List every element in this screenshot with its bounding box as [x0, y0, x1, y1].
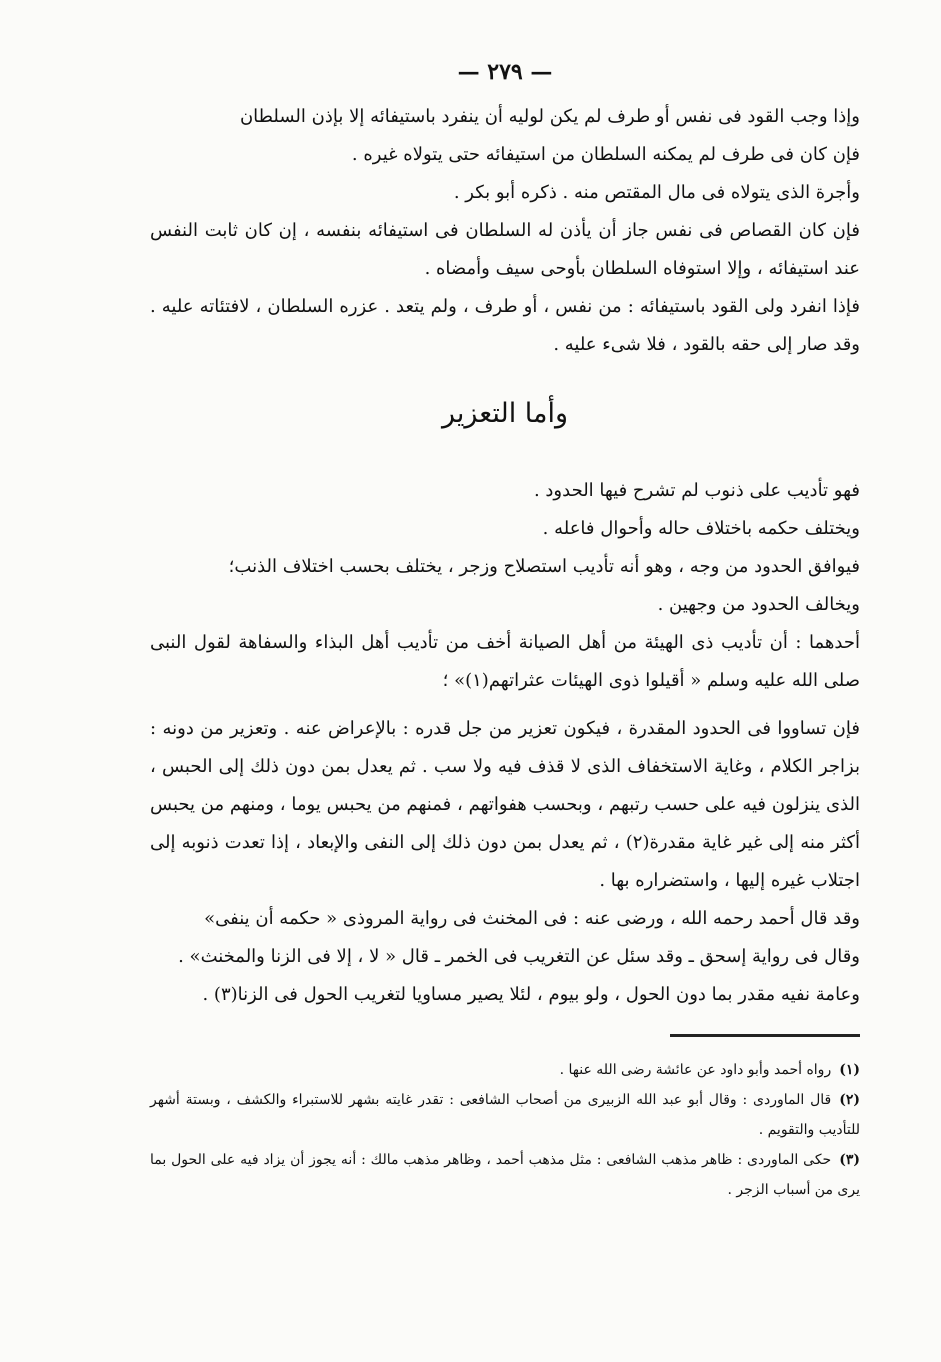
spacer [150, 700, 860, 710]
footnote-text: قال الماوردى : وقال أبو عبد الله الزبيرى من أصحاب الشافعى : تقدر غايته بشهر للاستبراء والكشف ، وبستة أشهر للتأديب والتقويم . [150, 1092, 860, 1138]
paragraph: فإن تساووا فى الحدود المقدرة ، فيكون تعزير من جل قدره : بالإعراض عنه . وتعزير من دونه : بزاجر الكلام ، وغاية الاستخفاف الذى لا قذف فيه ولا سب . ثم يعدل بمن دون ذلك إلى الحبس ، الذى ينزلون فيه على حسب رتبهم ، وبحسب هفواتهم ، فمنهم من يحبس يوما ، ومنهم من يحبس أكثر منه إلى غير غاية مقدرة(٢) ، ثم يعدل بمن دون ذلك إلى النفى والإبعاد ، إذا تعدت ذنوبه إلى اجتلاب غيره إليها ، واستضراره بها . [150, 718, 860, 891]
footnote [150, 1055, 860, 1085]
paragraph: ويخالف الحدود من وجهين . [657, 594, 860, 615]
footnote [150, 1085, 860, 1145]
footnote-text: حكى الماوردى : ظاهر مذهب الشافعى : مثل مذهب أحمد ، وظاهر مذهب مالك : أنه يجوز أن يزاد فيه على الحول بما يرى من أسباب الزجر . [150, 1152, 860, 1198]
paragraph: أحدهما : أن تأديب ذى الهيئة من أهل الصيانة أخف من تأديب أهل البذاء والسفاهة لقول النبى صلى الله عليه وسلم « أقيلوا ذوى الهيئات عثراتهم(١)» ؛ [150, 632, 860, 691]
section-qisas [150, 98, 860, 364]
paragraph: وإذا وجب القود فى نفس أو طرف لم يكن لوليه أن ينفرد باستيفائه إلا بإذن السلطان [239, 106, 860, 127]
paragraph: فهو تأديب على ذنوب لم تشرح فيها الحدود . [533, 480, 860, 501]
paragraph: وعامة نفيه مقدر بما دون الحول ، ولو بيوم ، لئلا يصير مساويا لتغريب الحول فى الزنا(٣) . [202, 984, 860, 1005]
paragraph: وقد قال أحمد رحمه الله ، ورضى عنه : فى المخنث فى رواية المروذى « حكمه أن ينفى» [204, 908, 860, 929]
paragraph: فإن كان فى طرف لم يمكنه السلطان من استيفائه حتى يتولاه غيره . [351, 144, 860, 165]
footnote-number: (٣) [839, 1152, 860, 1168]
footnote [150, 1145, 860, 1205]
book-page [150, 52, 860, 1342]
paragraph: ويختلف حكمه باختلاف حاله وأحوال فاعله . [542, 518, 860, 539]
paragraph: فإن كان القصاص فى نفس جاز أن يأذن له السلطان فى استيفائه بنفسه ، إن كان ثابت النفس عند استيفائه ، وإلا استوفاه السلطان بأوحى سيف وأمضاه . [150, 220, 860, 279]
section-tazir-levels [150, 710, 860, 1014]
footnote-number: (٢) [839, 1092, 860, 1108]
page-number: — ٢٧٩ — [457, 59, 553, 85]
paragraph: فيوافق الحدود من وجه ، وهو أنه تأديب استصلاح وزجر ، يختلف بحسب اختلاف الذنب؛ [228, 556, 860, 577]
footnote-text: رواه أحمد وأبو داود عن عائشة رضى الله عنها . [559, 1062, 832, 1078]
footnote-number: (١) [839, 1062, 860, 1078]
footnote-divider [670, 1034, 860, 1037]
paragraph: وقال فى رواية إسحق ـ وقد سئل عن التغريب فى الخمر ـ قال « لا ، إلا فى الزنا والمخنث» . [178, 946, 860, 967]
footnotes [150, 1055, 860, 1205]
section-tazir-definition [150, 472, 860, 700]
paragraph: فإذا انفرد ولى القود باستيفائه : من نفس ، أو طرف ، ولم يتعد . عزره السلطان ، لافتئاته عليه . وقد صار إلى حقه بالقود ، فلا شىء عليه . [150, 296, 860, 355]
section-heading: وأما التعزير [441, 398, 569, 429]
paragraph: وأجرة الذى يتولاه فى مال المقتص منه . ذكره أبو بكر . [453, 182, 860, 203]
